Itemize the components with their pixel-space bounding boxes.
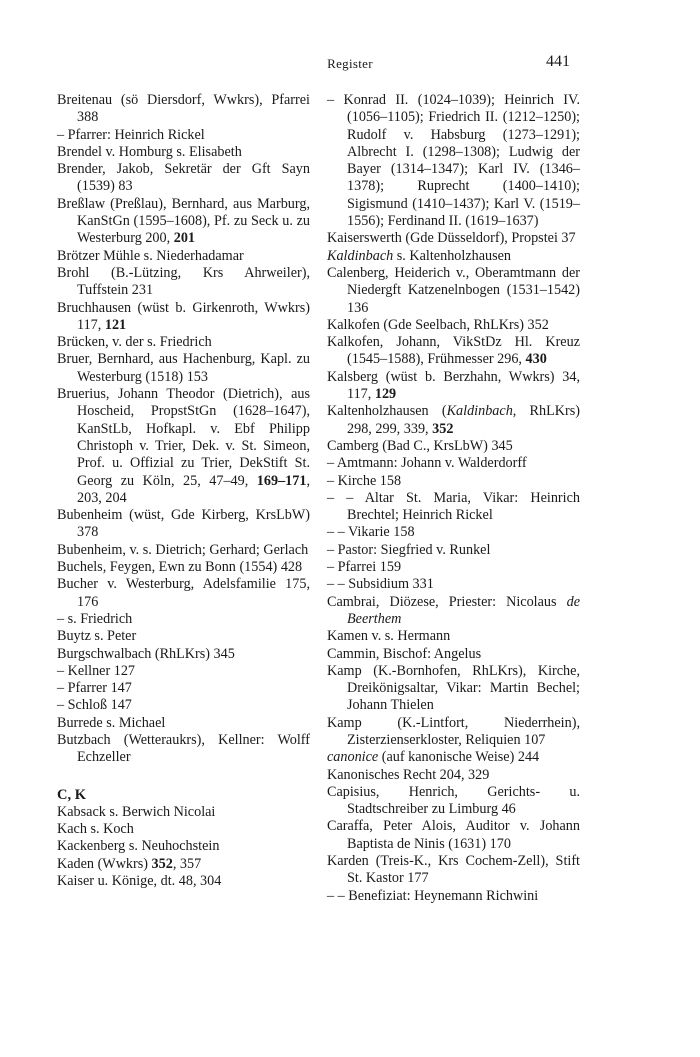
page-number: 441 [546, 53, 570, 70]
index-entry-text: Kaiser u. Könige, dt. 48, 304 [57, 873, 222, 890]
index-entry [57, 351, 310, 386]
index-entry-text: Kaldinbach [327, 247, 394, 264]
index-entry [327, 767, 580, 784]
index-entry [57, 646, 310, 663]
index-entry [57, 856, 310, 873]
index-entry-text: Kabsack s. Berwich Nicolai [57, 803, 216, 820]
index-entry-text: Bruchhausen (wüst b. Girkenroth, Wwkrs) 117, [57, 299, 310, 333]
index-entry [57, 576, 310, 611]
index-entry [57, 559, 310, 576]
index-entry [57, 161, 310, 196]
index-entry-text: RhLKrs) 298, 299, 339, [347, 403, 580, 437]
index-entry-text: Breitenau (sö Diersdorf, Wwkrs), Pfarrei 388 [57, 92, 310, 126]
index-entry-text: , 203, 204 [77, 472, 310, 506]
index-entry-text: 430 [525, 351, 547, 368]
index-entry-text: Kaiserswerth (Gde Düsseldorf), Propstei 37 [327, 230, 576, 247]
index-entry [57, 542, 310, 559]
index-entry [57, 92, 310, 127]
index-entry [327, 455, 580, 472]
index-entry-text: Kalsberg (wüst b. Berzhahn, Wwkrs) 34, 117, [327, 368, 580, 403]
index-entry [57, 144, 310, 161]
index-entry-text: Bubenheim, v. s. Dietrich; Gerhard; Gerlach [57, 541, 309, 558]
index-entry-text: – Konrad II. (1024–1039); Heinrich IV. (1056–1105); Friedrich II. (1212–1250); Rudolf v. Habsburg (1273–1291); Albrecht I. (1298–1308); Ludwig der Bayer (1314–1347); Karl IV. (1346–1378); Ruprecht (1400–1410); Sigismund (1410–1437); Karl V. (1519–1556); Ferdinand II. (1619–1637) [327, 92, 580, 230]
index-entry [327, 594, 580, 629]
index-entry-text: Brücken, v. der s. Friedrich [57, 334, 212, 351]
index-entry [57, 248, 310, 265]
index-entry [57, 300, 310, 335]
index-entry [57, 821, 310, 838]
index-entry [57, 873, 310, 890]
index-entry-text: – Pastor: Siegfried v. Runkel [327, 541, 491, 558]
index-entry-text: – – Benefiziat: Heynemann Richwini [327, 887, 539, 904]
index-entry-text: Kaltenholzhausen ( [327, 403, 447, 420]
section-spacer [57, 767, 310, 787]
index-entry-text: Camberg (Bad C., KrsLbW) 345 [327, 437, 513, 454]
index-entry-text: Brendel v. Homburg s. Elisabeth [57, 143, 242, 160]
index-entry-text: 201 [173, 230, 195, 247]
index-entry-text: Kanonisches Recht 204, 329 [327, 766, 490, 783]
index-entry-text: – – Subsidium 331 [327, 576, 434, 593]
index-entry-text: Kackenberg s. Neuhochstein [57, 838, 220, 855]
index-entry-text: Buchels, Feygen, Ewn zu Bonn (1554) 428 [57, 559, 303, 576]
index-entry-text: Kalkofen, Johann, VikStDz Hl. Kreuz (1545–1588), Frühmesser 296, [327, 334, 580, 368]
index-entry [327, 334, 580, 369]
index-entry-text: de Beerthem [347, 593, 580, 627]
index-entry-text: – s. Friedrich [57, 610, 133, 627]
index-entry [327, 628, 580, 645]
index-entry [327, 265, 580, 317]
index-entry [327, 576, 580, 593]
index-entry [327, 438, 580, 455]
index-entry-text: Brötzer Mühle s. Niederhadamar [57, 247, 244, 264]
index-entry-text: Bruerius, Johann Theodor (Dietrich), aus Hoscheid, PropstStGn (1628–1647), KanStLb, Hofkapl. v. Ebf Philipp Christoph v. Trier, Dek. v. St. Simeon, Prof. u. Offizial zu Trier, DekStift St. Georg zu Köln, 25, 47–49, [57, 386, 310, 489]
index-entry-text: Caraffa, Peter Alois, Auditor v. Johann Baptista de Ninis (1631) 170 [327, 818, 580, 852]
index-entry [327, 230, 580, 247]
index-entry [57, 804, 310, 821]
index-entry-text: C, K [57, 786, 86, 803]
index-entry-text: – Schloß 147 [57, 697, 132, 714]
index-entry [327, 317, 580, 334]
index-entry-text: – Kellner 127 [57, 662, 136, 679]
index-entry-text: Cammin, Bischof: Angelus [327, 645, 482, 662]
index-entry-text: – Pfarrei 159 [327, 559, 402, 576]
index-entry-text: Bucher v. Westerburg, Adelsfamilie 175, 176 [57, 576, 310, 610]
index-entry [57, 838, 310, 855]
index-entry [57, 334, 310, 351]
index-entry-text: s. Kaltenholzhausen [393, 247, 512, 264]
index-entry-text: Kamp (K.-Lintfort, Niederrhein), Zisterzienserkloster, Reliquien 107 [327, 714, 580, 748]
index-entry [327, 524, 580, 541]
index-entry [327, 715, 580, 750]
index-entry [57, 680, 310, 697]
index-entry [57, 265, 310, 300]
index-entry-text: Calenberg, Heiderich v., Oberamtmann der Niedergft Katzenelnbogen (1531–1542) 136 [327, 264, 580, 316]
index-entry-text: Kamp (K.-Bornhofen, RhLKrs), Kirche, Dreikönigsaltar, Vikar: Martin Bechel; Johann Thielen [327, 662, 580, 714]
index-entry-text: Kamen v. s. Hermann [327, 628, 451, 645]
index-entry-text: canonice [327, 749, 379, 766]
index-entry [57, 715, 310, 732]
index-entry [327, 784, 580, 819]
index-entry [327, 559, 580, 576]
index-entry [327, 248, 580, 265]
index-column-left [57, 92, 310, 890]
index-entry [327, 369, 580, 404]
index-entry-text: Kaden (Wwkrs) [57, 855, 152, 872]
index-entry-text: – Pfarrer 147 [57, 680, 132, 697]
index-entry [327, 403, 580, 438]
index-entry-text: – – Vikarie 158 [327, 524, 415, 541]
index-entry [57, 127, 310, 144]
index-entry-text: Bubenheim (wüst, Gde Kirberg, KrsLbW) 378 [57, 507, 310, 541]
index-entry-text: Burrede s. Michael [57, 714, 166, 731]
index-entry-text: – Pfarrer: Heinrich Rickel [57, 126, 205, 143]
index-entry-text: 352 [151, 855, 173, 872]
index-column-right [327, 92, 580, 905]
index-entry-text: Breßlaw (Preßlau), Bernhard, aus Marburg, KanStGn (1595–1608), Pf. zu Seck u. zu Westerburg 200, [57, 195, 310, 247]
index-entry [57, 196, 310, 248]
index-entry [327, 663, 580, 715]
index-entry-text: Kaldinbach, [446, 403, 517, 420]
index-entry [327, 888, 580, 905]
index-entry-text: Brender, Jakob, Sekretär der Gft Sayn (1539) 83 [57, 161, 310, 195]
index-entry-text: Kach s. Koch [57, 821, 134, 838]
index-entry-text: Buytz s. Peter [57, 628, 137, 645]
index-entry-text: Cambrai, Diözese, Priester: Nicolaus [327, 593, 567, 610]
index-entry [57, 663, 310, 680]
section-heading [57, 787, 310, 804]
index-entry-text: Butzbach (Wetteraukrs), Kellner: Wolff Echzeller [57, 731, 310, 766]
index-entry [327, 92, 580, 230]
index-entry-text: – Kirche 158 [327, 472, 402, 489]
index-entry [327, 818, 580, 853]
index-entry [57, 611, 310, 628]
index-entry [327, 542, 580, 559]
index-entry [57, 507, 310, 542]
index-entry-text: 352 [432, 420, 454, 437]
running-head-title: Register [327, 56, 373, 71]
index-entry-text: Karden (Treis-K., Krs Cochem-Zell), Stift St. Kastor 177 [327, 853, 580, 887]
index-entry [57, 732, 310, 767]
index-entry-text: – – Altar St. Maria, Vikar: Heinrich Brechtel; Heinrich Rickel [327, 489, 580, 524]
index-entry-text: Bruer, Bernhard, aus Hachenburg, Kapl. zu Westerburg (1518) 153 [57, 351, 310, 385]
index-entry [327, 749, 580, 766]
index-entry [57, 628, 310, 645]
index-entry-text: , 357 [172, 855, 202, 872]
index-entry-text: Burgschwalbach (RhLKrs) 345 [57, 645, 235, 662]
index-entry-text: (auf kanonische Weise) 244 [378, 749, 540, 766]
index-entry-text: 169–171 [256, 472, 307, 489]
index-entry-text: Brohl (B.-Lützing, Krs Ahrweiler), Tuffstein 231 [57, 264, 310, 299]
index-entry [57, 697, 310, 714]
index-entry [327, 473, 580, 490]
index-entry [327, 853, 580, 888]
index-entry-text: Kalkofen (Gde Seelbach, RhLKrs) 352 [327, 316, 549, 333]
index-entry [57, 386, 310, 507]
index-entry-text: – Amtmann: Johann v. Walderdorff [327, 455, 527, 472]
index-entry [327, 646, 580, 663]
index-entry-text: Capisius, Henrich, Gerichts- u. Stadtschreiber zu Limburg 46 [327, 783, 580, 818]
index-entry [327, 490, 580, 525]
index-entry-text: 129 [374, 386, 397, 403]
index-entry-text: 121 [104, 316, 127, 333]
